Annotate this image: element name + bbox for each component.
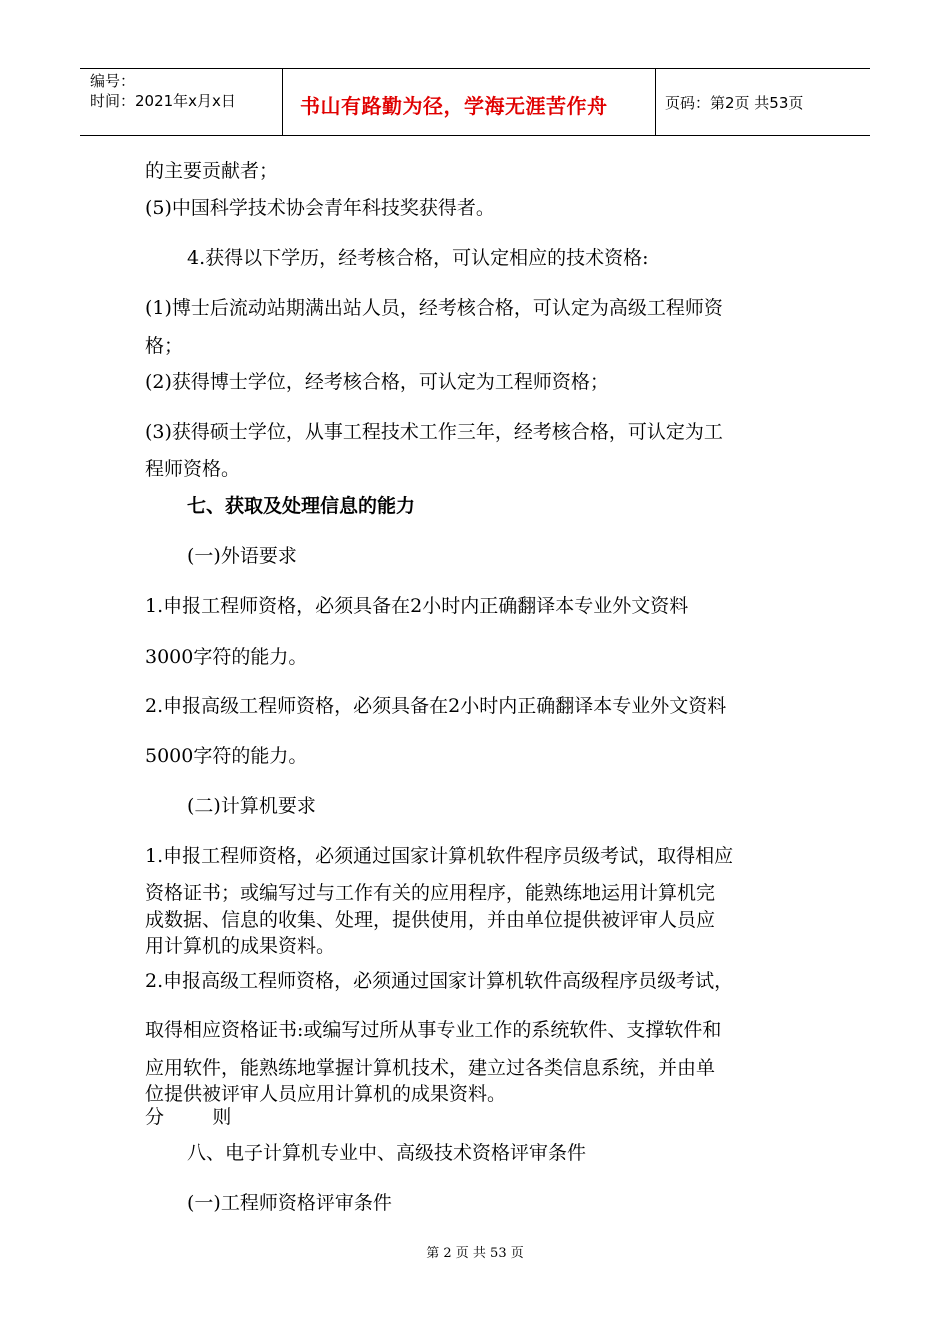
body-line: 2.申报高级工程师资格，必须具备在2小时内正确翻译本专业外文资料 [145,695,727,717]
body-line: 应用软件，能熟练地掌握计算机技术，建立过各类信息系统，并由单 [145,1057,716,1079]
section-heading: 八、电子计算机专业中、高级技术资格评审条件 [187,1142,587,1164]
body-line: (2)获得博士学位，经考核合格，可认定为工程师资格； [145,371,609,393]
body-line: (5)中国科学技术协会青年科技奖获得者。 [145,197,495,219]
body-line: 成数据、信息的收集、处理，提供使用，并由单位提供被评审人员应 [145,909,716,931]
header-time-label: 时间：2021年x月x日 [90,92,236,110]
body-line: 位提供被评审人员应用计算机的成果资料。 [145,1083,507,1105]
subsection-heading: (一)工程师资格评审条件 [187,1192,392,1214]
page-footer: 第 2 页 共 53 页 [426,1246,524,1261]
body-line: 用计算机的成果资料。 [145,935,336,957]
body-line: 分 则 [145,1106,232,1128]
body-line: (3)获得硕士学位，从事工程技术工作三年，经考核合格，可认定为工 [145,421,723,443]
header-serial-label: 编号： [90,72,136,90]
body-line: 资格证书；或编写过与工作有关的应用程序，能熟练地运用计算机完 [145,882,716,904]
body-line: (1)博士后流动站期满出站人员，经考核合格，可认定为高级工程师资 [145,297,723,319]
header-divider-right [655,68,656,136]
body-line: 2.申报高级工程师资格，必须通过国家计算机软件高级程序员级考试， [145,970,734,992]
body-line: 4.获得以下学历，经考核合格，可认定相应的技术资格: [187,247,649,269]
body-line: 1.申报工程师资格，必须具备在2小时内正确翻译本专业外文资料 [145,595,689,617]
header-divider-left [282,68,283,136]
body-line: 3000字符的能力。 [145,646,308,668]
body-line: 5000字符的能力。 [145,745,308,767]
section-heading: 七、获取及处理信息的能力 [187,495,416,517]
body-line: 1.申报工程师资格，必须通过国家计算机软件程序员级考试，取得相应 [145,845,734,867]
header-top-border [80,68,870,69]
body-line: 程师资格。 [145,458,241,480]
body-line: 格； [145,335,184,357]
header-page-code: 页码：第2页 共53页 [665,94,804,112]
header-bottom-border [80,135,870,136]
subsection-heading: (一)外语要求 [187,545,297,567]
body-line: 取得相应资格证书:或编写过所从事专业工作的系统软件、支撑软件和 [145,1019,722,1041]
body-line: 的主要贡献者； [145,160,279,182]
subsection-heading: (二)计算机要求 [187,795,316,817]
header-motto: 书山有路勤为径，学海无涯苦作舟 [300,94,608,118]
